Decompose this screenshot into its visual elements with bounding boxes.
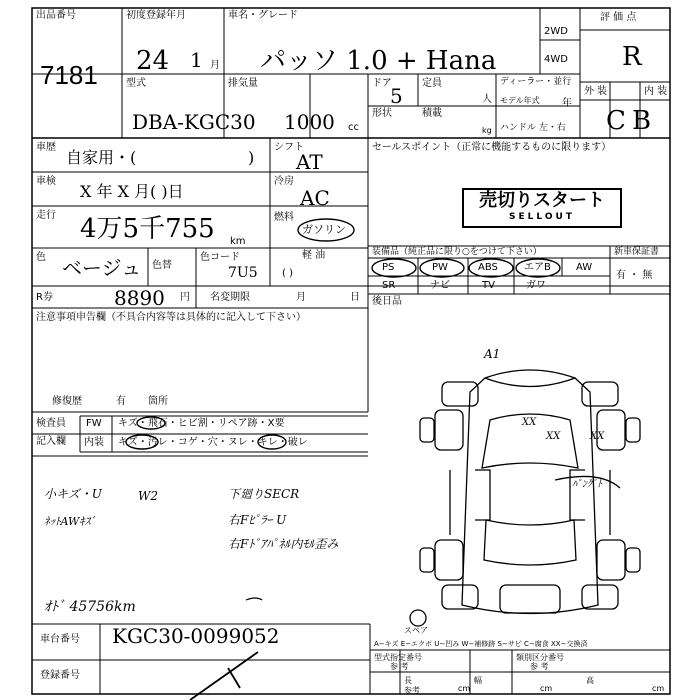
chassis-no-value: KGC30-0099052 [112,624,280,648]
shift-value: AT [296,150,323,174]
load-label: 積載 [422,108,442,119]
equip-ps: PS [382,262,395,273]
capacity-unit: 人 [482,94,492,105]
mileage-value: 4万5千755 [80,214,215,244]
recycle-label: R券 [36,292,53,303]
inspection-value: X 年 X 月( )日 [80,182,184,201]
spare-label: スペア [404,626,428,635]
history-label: 車歴 [36,142,56,153]
name-change-month: 月 [296,292,306,303]
displacement-value: 1000 [284,110,335,134]
name-change-label: 名変期限 [210,292,250,303]
fuel-label: 燃料 [274,212,294,223]
reg-no-label: 登録番号 [40,670,80,681]
yen-unit: 円 [180,292,190,303]
diagram-pingt: ﾊﾟﾝｸﾞﾄ [572,479,602,490]
fw-label: FW [86,418,102,429]
doors-value: 5 [390,84,403,108]
diagram-xx-3: XX [546,431,561,442]
int-grade-value: B [632,106,652,136]
note-1: 小キズ・U [44,487,102,501]
class-no-ref: 参 考 [530,662,549,671]
color-change-label: 色替 [152,260,172,271]
remarks-label: 注意事項申告欄（不具合内容等は具体的に記入して下さい） [36,312,306,323]
stamp-main: 売切りスタート [479,190,605,211]
color-label: 色 [36,252,46,263]
type-no-ref: 参 考 [390,662,409,671]
equipment-label: 装備品（純正品に限り○をつけて下さい） [372,247,542,257]
diagram-xx-2: XX [590,431,605,442]
equip-airbag: エアB [524,262,551,273]
equip-navi: ナビ [430,280,450,291]
cc-unit: cc [348,122,359,133]
doors-label: ドア [372,78,392,89]
equip-sr: SR [382,280,396,291]
capacity-label: 定員 [422,78,442,89]
handle-label: ハンドル 左・右 [500,123,566,133]
lot-no-label: 出品番号 [36,10,76,21]
dealer-label: ディーラー・並行 [500,77,572,87]
type-no-label: 型式指定番号 [374,653,422,662]
note-2: W2 [138,489,158,503]
note-6: 右Fﾄﾞｱﾊﾟﾈﾙ内ﾓﾙ歪み [228,537,339,551]
history-value: 自家用・( [66,148,137,167]
sellout-stamp [462,188,622,228]
lot-no-value: 7181 [40,60,98,90]
mileage-unit: km [230,236,246,247]
equip-abs: ABS [478,262,498,273]
model-year-unit: 年 [562,98,572,109]
model-grade-label: 車名・グレード [228,10,298,21]
drive-4wd: 4WD [544,54,568,65]
equip-tv: TV [482,280,495,291]
diagram-a1: A1 [484,347,501,361]
class-no-label: 類別区分番号 [516,653,564,662]
first-reg-label: 初度登録年月 [126,10,186,21]
fuel-paren: ( ) [282,268,293,279]
equip-gawa: ガワ [526,280,546,291]
exterior-label: 外 装 [584,86,608,97]
entry-label: 記入欄 [36,436,66,447]
diagram-xx-1: XX [522,417,537,428]
grade-value: パッソ 1.0 + Hana [260,46,497,76]
history-close: ) [248,148,255,167]
shift-label: シフト [274,142,304,153]
recycle-value: 8890 [114,286,165,310]
ext-grade-value: C [606,106,626,136]
after-parts-label: 後日品 [372,296,402,307]
name-change-day: 日 [350,292,360,303]
legend-text: A−キズ E−エクボ U−凹み W−補修跡 S−サビ C−腐食 XX−交換済 [374,640,588,648]
fw-items: キズ・飛石・ヒビ割・リペア跡・X要 [118,418,285,429]
reg-month-unit: 月 [210,60,220,71]
car-diagram [410,370,640,626]
naisou-items: キズ・汚レ・コゲ・穴・ヌレ・キレ・破レ [118,437,308,448]
repair-location: 箇所 [148,396,168,407]
sales-point-label: セールスポイント（正常に機能するものに限ります） [372,142,612,153]
score-value: R [622,42,642,72]
mileage-label: 走行 [36,210,56,221]
ac-label: 冷房 [274,176,294,187]
stamp-sub: SELLOUT [509,212,575,222]
color-code-value: 7U5 [228,265,258,281]
height-label: 高 [586,676,594,685]
color-code-label: 色コード [200,252,240,263]
length-label: 長 [404,676,412,685]
note-odo: ｵﾄﾞ 45756km [44,599,136,615]
load-unit: kg [482,126,492,135]
width-cm: cm [540,684,553,693]
naisou-label: 内装 [84,437,104,448]
rating-label: 評 価 点 [600,12,637,23]
equip-pw: PW [432,262,448,273]
warranty-label: 新車保証書 [614,247,660,257]
repair-yes: 有 [116,396,126,407]
reg-month: 1 [190,48,203,72]
model-type-label: 型式 [126,78,146,89]
length-cm: cm [458,684,471,693]
drive-2wd: 2WD [544,26,568,37]
color-value: ベージュ [62,256,142,280]
chassis-no-label: 車台番号 [40,634,80,645]
warranty-value: 有 ・ 無 [616,270,653,281]
equip-aw: AW [576,262,593,273]
ac-value: AC [300,186,330,210]
note-3: ﾈｯﾄAWｷｽﾞ [44,515,96,528]
height-cm: cm [652,684,665,693]
shape-label: 形状 [372,108,392,119]
note-5: 右Fﾋﾟﾗｰ U [228,513,287,527]
model-type-value: DBA-KGC30 [132,110,256,134]
fuel-light: 軽 油 [302,250,326,261]
fuel-value: ガソリン [302,223,346,236]
displacement-label: 排気量 [228,78,258,89]
inspection-label: 車検 [36,176,56,187]
note-4: 下廻りSECR [228,487,300,501]
reg-year: 24 [136,46,170,76]
width-label: 幅 [474,676,482,685]
model-year-label: モデル年式 [500,96,540,105]
inspector-label: 検査員 [36,418,66,429]
interior-label: 内 装 [644,86,668,97]
repair-label: 修復歴 [52,396,82,407]
length-ref: 参考 [404,686,420,695]
